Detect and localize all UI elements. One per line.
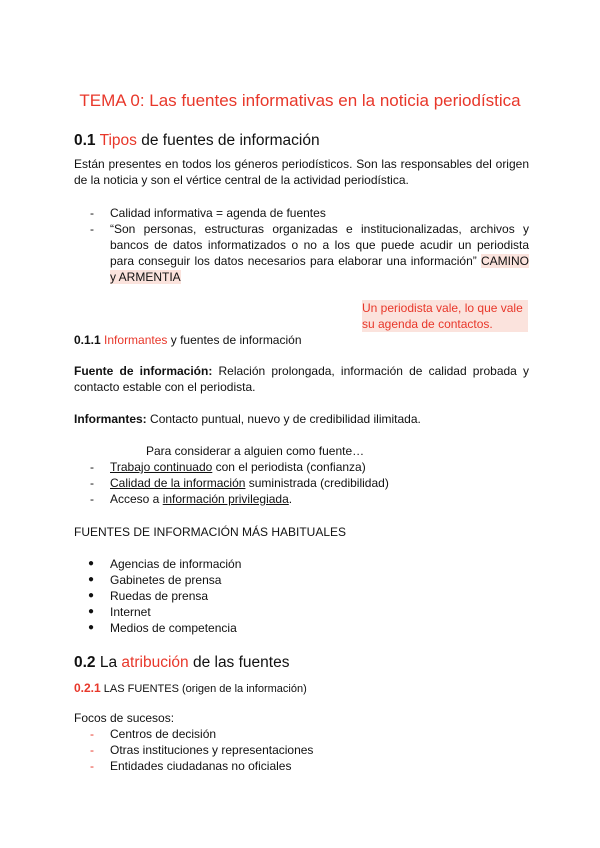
list-item [74,491,529,507]
list-item: ● Internet [74,604,529,620]
citation-highlight: CAMINO y ARMENTIA [110,254,529,284]
list-item: - Otras instituciones y representaciones [74,742,529,758]
document-title: TEMA 0: Las fuentes informativas en la noticia periodística [79,91,521,110]
list-item: - Centros de decisión [74,726,529,742]
list-item: ● Medios de competencia [74,620,529,636]
list-item: ● Agencias de información [74,556,529,572]
dash-list-criteria [74,459,529,507]
section-number: 0.1 [74,132,96,149]
section-number: 0.2 [74,654,96,671]
highlighted-note: Un periodista vale, lo que vale su agenda de contactos. [362,300,528,332]
bullet-list-habituales [74,556,529,636]
section-heading-rest: y fuentes de información [167,333,302,347]
section-0-1-heading [74,132,320,150]
section-keyword: Tipos [99,132,137,149]
item-text: . [288,492,293,506]
definition-text: Relación prolongada, información de calidad probada y contacto estable con el periodista. [74,364,529,394]
section-heading-rest: de fuentes de información [136,132,320,149]
section-heading-rest: LAS FUENTES (origen de la información) [100,683,307,695]
section-0-2-heading [74,654,289,672]
section-0-1-1-heading [74,332,302,348]
list-item [74,221,529,285]
underlined-text: Trabajo continuado [110,460,213,474]
definition-label: Informantes: [74,412,147,426]
definition-label: Fuente de información: [74,364,213,378]
definition-text: Contacto puntual, nuevo y de credibilidad ilimitada. [146,412,421,426]
section-number: 0.2.1 [74,681,101,695]
dash-list-focos [74,726,529,774]
list-item: ● Gabinetes de prensa [74,572,529,588]
section-keyword: atribución [121,654,189,671]
intro-paragraph: Están presentes en todos los géneros periodísticos. Son las responsables del origen de la noticia y son el vértice central de la actividad periodística. [74,157,529,187]
list-item: - Entidades ciudadanas no oficiales [74,758,529,774]
section-keyword: Informantes [104,333,168,347]
item-text: con el periodista (confianza) [212,460,366,474]
quote-text: “Son personas, estructuras organizadas e institucionalizadas, archivos y bancos de datos informatizados o no a los que puede acudir un periodista para conseguir los datos necesarios para elaborar una información” [110,222,529,268]
consider-line: Para considerar a alguien como fuente… [146,444,365,458]
item-text: Acceso a [110,492,163,506]
list-item [74,459,529,475]
section-heading-rest: de las fuentes [188,654,290,671]
list-item: ● Ruedas de prensa [74,588,529,604]
section-heading-pre: La [95,654,122,671]
section-number: 0.1.1 [74,333,101,347]
section-0-2-1-heading [74,681,307,695]
fuente-definition [74,363,529,395]
item-text: suministrada (credibilidad) [245,476,389,490]
habituales-heading: FUENTES DE INFORMACIÓN MÁS HABITUALES [74,525,347,539]
list-item [74,475,529,491]
dash-list-quality [74,205,529,285]
list-item: - Calidad informativa = agenda de fuentes [74,205,529,221]
informantes-definition [74,411,421,427]
focos-label: Focos de sucesos: [74,711,175,725]
underlined-text: Calidad de la información [110,476,246,490]
underlined-text: información privilegiada [162,492,289,506]
